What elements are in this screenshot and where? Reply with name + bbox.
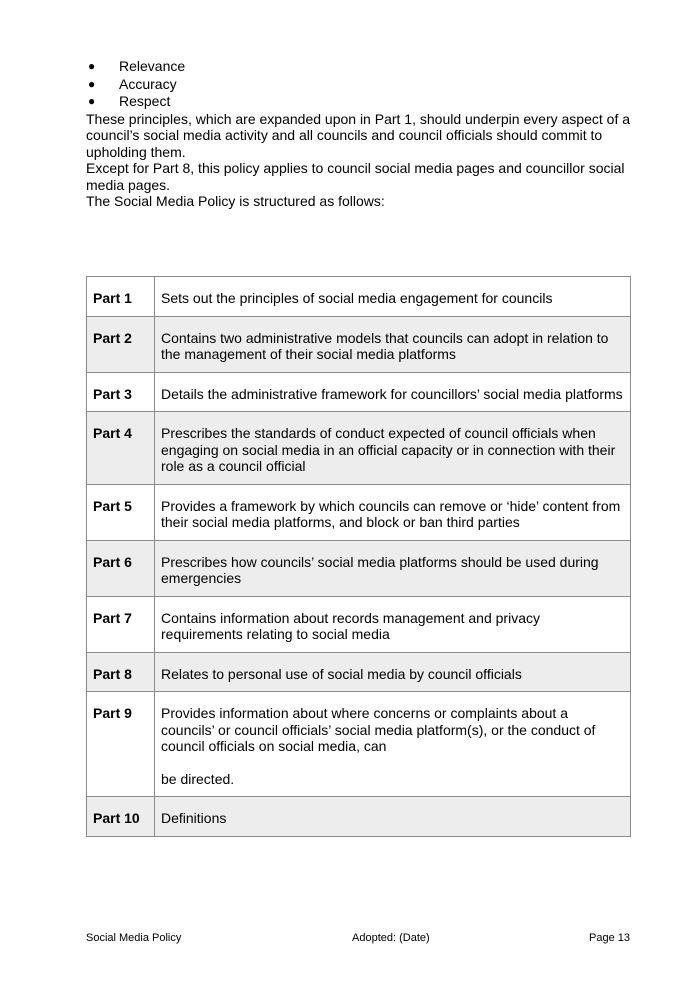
part-label: Part 2 <box>87 316 155 372</box>
part-description-continuation: be directed. <box>161 770 235 787</box>
part-description: Prescribes how councils’ social media platforms should be used during emergencies <box>155 540 631 596</box>
part-description: Sets out the principles of social media engagement for councils <box>155 277 631 317</box>
principles-paragraph: These principles, which are expanded upon in Part 1, should underpin every aspect of a council’s social media activity and all councils and council officials should commit to upholding them. <box>86 110 631 160</box>
part-description: Provides information about where concerns or complaints about a councils’ or council officials’ social media platform(s), or the conduct of council officials on social media, can <box>161 705 596 754</box>
table-row <box>87 652 631 692</box>
bullet-item <box>86 58 630 76</box>
footer-page-number: Page 13 <box>589 932 630 944</box>
table-row <box>87 484 631 540</box>
part-label: Part 4 <box>87 412 155 485</box>
bullet-icon: ● <box>88 94 96 108</box>
part-description: Contains information about records management and privacy requirements relating to social media <box>155 596 631 652</box>
part-description: Details the administrative framework for councillors’ social media platforms <box>155 372 631 412</box>
bullet-item <box>86 93 630 111</box>
bullet-item <box>86 76 630 94</box>
part-description: Relates to personal use of social media by council officials <box>155 652 631 692</box>
structure-intro: The Social Media Policy is structured as follows: <box>86 193 385 209</box>
part-label: Part 1 <box>87 277 155 317</box>
bullet-icon: ● <box>88 76 96 91</box>
table-row <box>87 596 631 652</box>
part-label: Part 6 <box>87 540 155 596</box>
policy-structure-table <box>86 276 631 837</box>
bullet-text: Accuracy <box>119 75 177 92</box>
table-row <box>87 372 631 412</box>
document-page <box>86 58 631 826</box>
part-label: Part 3 <box>87 372 155 412</box>
part-label: Part 10 <box>87 797 155 837</box>
part-label: Part 7 <box>87 596 155 652</box>
table-row <box>87 316 631 372</box>
bullet-icon: ● <box>88 59 96 73</box>
footer-document-title: Social Media Policy <box>86 932 182 944</box>
bullet-text: Respect <box>119 93 171 109</box>
part-description: Prescribes the standards of conduct expected of council officials when engaging on social media in an official capacity or in connection with their role as a council official <box>155 412 631 485</box>
part-label: Part 5 <box>87 484 155 540</box>
table-row <box>87 540 631 596</box>
part-description: Definitions <box>155 797 631 837</box>
part-description: Provides a framework by which councils can remove or ‘hide’ content from their social media platforms, and block or ban third parties <box>155 484 631 540</box>
table-row <box>87 277 631 317</box>
table-row <box>87 692 631 797</box>
part-label: Part 9 <box>87 692 155 797</box>
scope-paragraph: Except for Part 8, this policy applies to council social media pages and councillor social media pages. <box>86 160 625 193</box>
table-row <box>87 797 631 837</box>
bullet-text: Relevance <box>119 58 186 74</box>
footer-adopted-date: Adopted: (Date) <box>352 932 430 944</box>
table-row <box>87 412 631 485</box>
principles-bullet-list <box>86 58 630 111</box>
part-description-cell <box>155 692 631 797</box>
part-description: Contains two administrative models that councils can adopt in relation to the management of their social media platforms <box>155 316 631 372</box>
part-label: Part 8 <box>87 652 155 692</box>
